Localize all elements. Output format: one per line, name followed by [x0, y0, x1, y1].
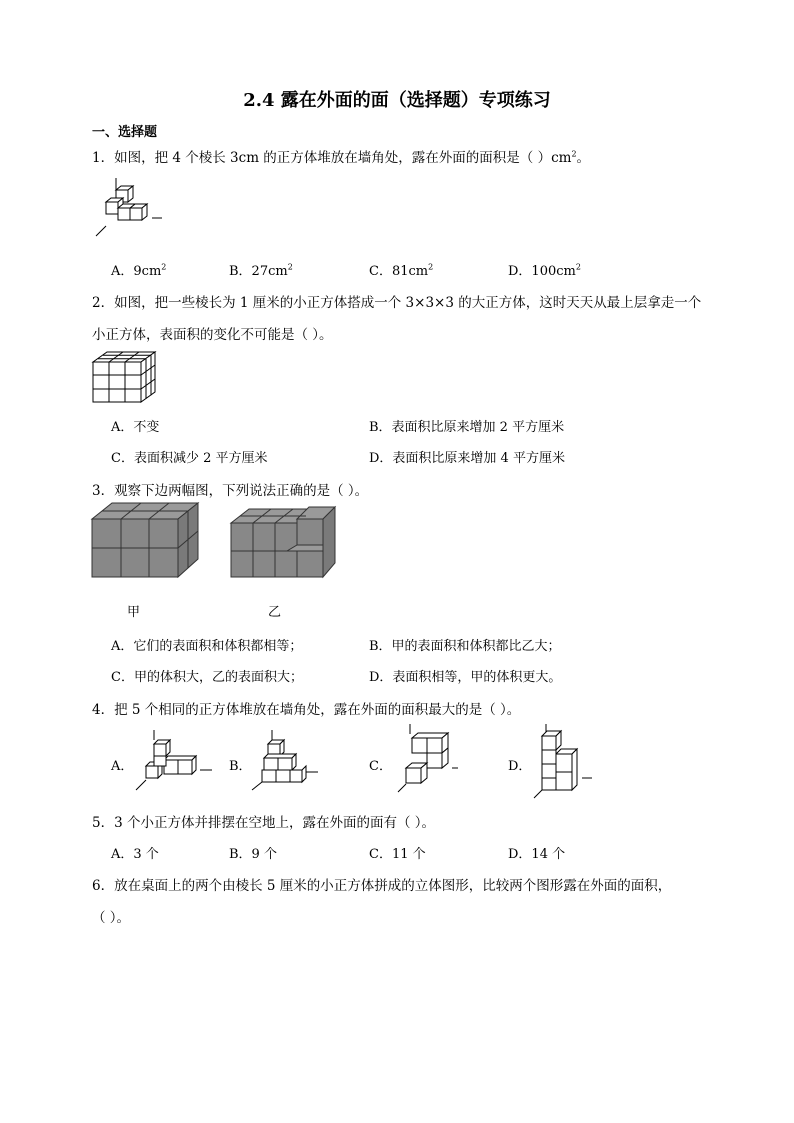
q3-figure-jia: [92, 503, 200, 579]
question-6-line1: 6．放在桌面上的两个由棱长 5 厘米的小正方体拼成的立体图形，比较两个图形露在外面的面积，: [92, 878, 672, 894]
q2-option-a[interactable]: A．不变: [111, 420, 160, 435]
q3-option-a[interactable]: A．它们的表面积和体积都相等；: [111, 639, 303, 654]
q1-corner-cubes-figure: [94, 178, 164, 240]
question-5: 5．3 个小正方体并排摆在空地上，露在外面的面有（ ）。: [92, 815, 436, 831]
q4-figure-d: [534, 724, 594, 800]
q4-option-a[interactable]: A．: [111, 759, 134, 774]
section-heading: 一、选择题: [92, 125, 158, 140]
question-1-text: 1．如图，把 4 个棱长 3cm 的正方体堆放在墙角处，露在外面的面积是（ ）cm: [92, 150, 572, 166]
q5-option-a[interactable]: A．3 个: [111, 847, 159, 862]
q1-option-d[interactable]: D．$100cm^2$: [508, 262, 581, 279]
q1-option-b[interactable]: B．$27cm^2$: [229, 262, 293, 279]
q5-option-b[interactable]: B．9 个: [229, 847, 277, 862]
question-4: 4．把 5 个相同的正方体堆放在墙角处，露在外面的面积最大的是（ ）。: [92, 702, 521, 718]
q3-label-jia: 甲: [127, 605, 141, 620]
q2-option-d[interactable]: D．表面积比原来增加 4 平方厘米: [369, 451, 565, 466]
q1-option-a[interactable]: A．$9cm^2$: [111, 262, 167, 279]
q3-figure-yi: [231, 505, 339, 581]
q4-option-d[interactable]: D．: [508, 759, 532, 774]
q4-figure-b: [250, 730, 320, 790]
q4-figure-c: [398, 724, 458, 794]
q4-option-c[interactable]: C．: [369, 759, 392, 774]
question-1-sup: 2: [571, 149, 577, 159]
q5-option-c[interactable]: C．11 个: [369, 847, 426, 862]
question-6-line2: （ ）。: [92, 910, 131, 926]
question-1: [92, 146, 590, 166]
q4-option-b[interactable]: B．: [229, 759, 252, 774]
q1-option-c[interactable]: C．$81cm^2$: [369, 262, 434, 279]
q3-option-d[interactable]: D．表面积相等，甲的体积更大。: [369, 670, 562, 685]
q4-figure-a: [134, 730, 214, 790]
q3-label-yi: 乙: [268, 605, 282, 620]
q3-option-b[interactable]: B．甲的表面积和体积都比乙大；: [369, 639, 561, 654]
question-2-line2: 小正方体，表面积的变化不可能是（ ）。: [92, 327, 333, 343]
question-3: 3．观察下边两幅图，下列说法正确的是（ ）。: [92, 483, 369, 499]
q3-option-c[interactable]: C．甲的体积大，乙的表面积大；: [111, 670, 303, 685]
q2-option-c[interactable]: C．表面积减少 2 平方厘米: [111, 451, 268, 466]
question-1-end: 。: [576, 150, 591, 166]
question-2-line1: 2．如图，把一些棱长为 1 厘米的小正方体搭成一个 3×3×3 的大正方体，这时天天从最上层拿走一个: [92, 295, 702, 311]
page-title: 2.4 露在外面的面（选择题）专项练习: [243, 90, 551, 111]
q2-option-b[interactable]: B．表面积比原来增加 2 平方厘米: [369, 420, 565, 435]
q2-large-cube-figure: [93, 352, 159, 404]
q5-option-d[interactable]: D．14 个: [508, 847, 566, 862]
